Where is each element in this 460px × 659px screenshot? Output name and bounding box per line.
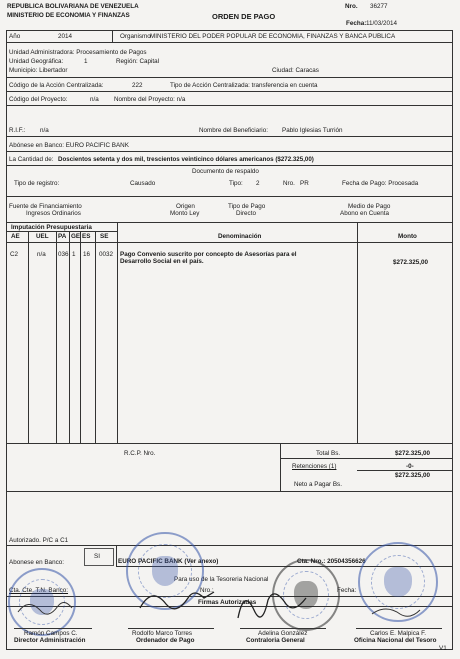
nombre-proyecto: Nombre del Proyecto: n/a	[114, 96, 186, 103]
total-value: $272.325,00	[395, 450, 431, 457]
cell-ae: C2	[10, 251, 19, 258]
divider	[6, 77, 453, 78]
cell-ge: 1	[72, 251, 76, 258]
abonese-label: Abonese en Banco:	[9, 559, 64, 566]
tipo-accion: Tipo de Acción Centralizada: transferencia en cuenta	[170, 82, 318, 89]
beneficiary-label: Nombre del Beneficiario:	[199, 127, 268, 134]
fecha-footer-label: Fecha:	[337, 587, 357, 594]
tesoreria-label: Para uso de la Tesoreria Nacional	[174, 576, 269, 583]
codigo-accion-value: 222	[132, 82, 143, 89]
medio-pago-value: Abono en Cuenta	[340, 210, 390, 217]
republic-name: REPUBLICA BOLIVARIANA DE VENEZUELA	[7, 3, 139, 10]
tipo-pago-value: Directo	[236, 210, 256, 217]
nro-label: Nro.	[345, 3, 358, 10]
signer-name: Carlos E. Malpica F.	[370, 630, 426, 637]
respaldo-nro-label: Nro.	[283, 180, 295, 187]
col-se: SE	[100, 233, 109, 240]
column-divider	[28, 231, 29, 443]
signature-line	[356, 628, 442, 629]
signature-line	[128, 628, 214, 629]
retenciones-value: -0-	[406, 463, 414, 470]
cell-denominacion-line2: Desarrollo Social en el país.	[120, 258, 204, 265]
signer-role: Oficina Nacional del Tesoro	[354, 637, 437, 644]
cell-pa: 036	[58, 251, 69, 258]
column-divider	[357, 222, 358, 443]
column-divider	[56, 231, 57, 443]
retenciones-label: Retenciones (1)	[292, 463, 337, 470]
municipio: Municipio: Libertador	[9, 67, 68, 74]
rcp-label: R.C.P. Nro.	[124, 450, 156, 457]
nro-value: 36277	[370, 3, 388, 10]
column-divider	[280, 443, 281, 491]
cell-denominacion-line1: Pago Convenio suscrito por concepto de Asesorías para el	[120, 251, 297, 258]
tipo-registro-value: Causado	[130, 180, 156, 187]
origen-label: Origen	[176, 203, 195, 210]
signer-role: Contraloria General	[246, 637, 305, 644]
total-label: Total Bs.	[316, 450, 341, 457]
divider	[6, 222, 453, 223]
signer-name: Rodolfo Marco Torres	[132, 630, 193, 637]
doc-title: ORDEN DE PAGO	[212, 12, 276, 21]
ano-label: Año	[9, 33, 21, 40]
abonese-si: SI	[94, 553, 100, 560]
cantidad-label: La Cantidad de:	[9, 156, 54, 163]
page-code: V1	[439, 645, 447, 652]
region: Región: Capital	[116, 58, 160, 65]
divider	[6, 491, 453, 492]
codigo-proyecto-label: Código del Proyecto:	[9, 96, 68, 103]
divider	[6, 42, 453, 43]
neto-label: Neto a Pagar Bs.	[294, 481, 342, 488]
cell-es: 16	[83, 251, 91, 258]
origen-value: Monto Ley	[170, 210, 200, 217]
col-denominacion: Denominación	[218, 233, 262, 240]
unidad-administradora: Unidad Administradora: Procesamiento de Pagos	[9, 49, 147, 56]
col-pa: PA	[58, 233, 67, 240]
codigo-proyecto-value: n/a	[90, 96, 99, 103]
divider	[112, 30, 113, 42]
si-box	[84, 548, 114, 566]
ano-value: 2014	[58, 33, 73, 40]
divider	[357, 470, 453, 471]
cell-monto: $272.325,00	[393, 259, 429, 266]
col-monto: Monto	[398, 233, 417, 240]
divider	[6, 165, 453, 166]
divider	[6, 443, 453, 444]
col-uel: UEL	[36, 233, 49, 240]
signer-name: Adelina González	[258, 630, 308, 637]
divider	[6, 231, 117, 232]
cta-cte-label: Cta. Cte. T.N. Banco:	[9, 587, 69, 594]
rif-value: n/a	[40, 127, 49, 134]
codigo-accion-label: Código de la Acción Centralizada:	[9, 82, 104, 89]
signature-line	[14, 628, 92, 629]
unidad-geografica-label: Unidad Geográfica:	[9, 58, 64, 65]
column-divider	[95, 231, 96, 443]
imputacion-header: Imputación Presupuestaria	[11, 224, 92, 231]
footer-cta-nro: Cta. Nro.: 20504356626	[297, 558, 366, 565]
fecha-pago: Fecha de Pago: Procesada	[342, 180, 419, 187]
col-ae: AE	[11, 233, 20, 240]
seal-stamp	[126, 532, 204, 610]
signer-name: Ramón Campos C.	[24, 630, 78, 637]
divider	[280, 458, 453, 459]
signer-role: Director Administración	[14, 637, 86, 644]
unidad-geografica-value: 1	[84, 58, 88, 65]
cell-se: 0032	[99, 251, 114, 258]
cta-nro2-label: Nro.:	[200, 587, 214, 594]
divider	[6, 105, 453, 106]
seal-stamp	[358, 542, 438, 622]
cantidad-value: Doscientos setenta y dos mil, trescientos veinticinco dólares americanos ($272.325,00)	[58, 156, 314, 163]
fuente-value: Ingresos Ordinarios	[26, 210, 81, 217]
autorizado: Autorizado. P/C a C1	[9, 537, 69, 544]
col-es: ES	[82, 233, 91, 240]
footer-bank: EURO PACIFIC BANK (Ver anexo)	[118, 558, 219, 565]
seal-stamp	[272, 559, 340, 631]
fuente-label: Fuente de Financiamiento	[9, 203, 82, 210]
organismo-value: MINISTERIO DEL PODER POPULAR DE ECONOMIA, FINANZAS Y BANCA PUBLICA	[150, 33, 396, 40]
column-divider	[117, 222, 118, 443]
beneficiary-name: Pablo Iglesias Turrión	[282, 127, 343, 134]
column-divider	[69, 231, 70, 443]
signature-line	[240, 628, 326, 629]
respaldo-nro-value: PR	[300, 180, 309, 187]
medio-pago-label: Medio de Pago	[348, 203, 391, 210]
fecha-value: 11/03/2014	[366, 20, 398, 27]
divider	[6, 196, 453, 197]
seal-stamp	[8, 568, 76, 636]
firmas-label: Firmas Autorizadas	[198, 599, 257, 606]
col-ge: GE	[71, 233, 81, 240]
divider	[6, 136, 453, 137]
tipo-value: 2	[256, 180, 260, 187]
organismo-label: Organismo	[120, 33, 151, 40]
divider	[6, 151, 453, 152]
tipo-label: Tipo:	[229, 180, 243, 187]
respaldo-title: Documento de respaldo	[192, 168, 259, 175]
fecha-label: Fecha:	[346, 20, 367, 27]
ministry-name: MINISTERIO DE ECONOMIA Y FINANZAS	[7, 12, 130, 19]
ciudad: Ciudad: Caracas	[272, 67, 319, 74]
retenciones-total: $272.325,00	[395, 472, 431, 479]
rif-label: R.I.F.:	[9, 127, 26, 134]
column-divider	[116, 545, 117, 566]
abonese-banco: Abónese en Banco: EURO PACIFIC BANK	[9, 142, 129, 149]
cell-uel: n/a	[37, 251, 46, 258]
tipo-pago-label: Tipo de Pago	[228, 203, 266, 210]
column-divider	[80, 231, 81, 443]
divider	[6, 242, 453, 243]
tipo-registro-label: Tipo de registro:	[14, 180, 60, 187]
divider	[6, 91, 453, 92]
signer-role: Ordenador de Pago	[136, 637, 195, 644]
